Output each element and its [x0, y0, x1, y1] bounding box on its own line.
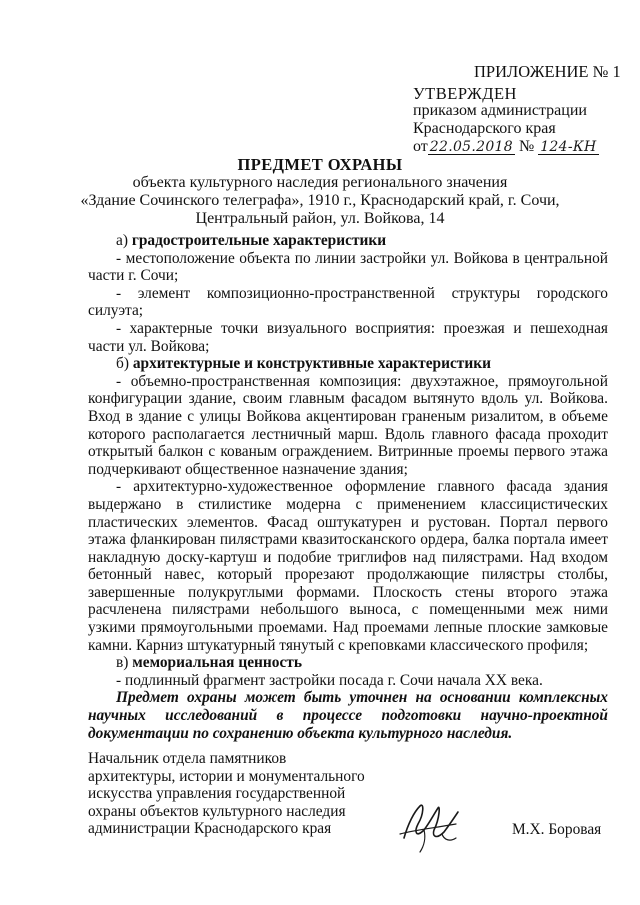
document-title: ПРЕДМЕТ ОХРАНЫ	[237, 155, 403, 174]
section-b-label: б)	[116, 355, 129, 373]
order-line-2: Краснодарского края	[413, 120, 556, 137]
handwritten-signature	[394, 794, 474, 858]
closing-paragraph: Предмет охраны может быть уточнен на основании комплексных научных исследований в процессе подготовки научно-проектной документации по сохранению объекта культурного наследия.	[88, 689, 608, 742]
section-a-item: - элемент композиционно-пространственной структуры городского силуэта;	[88, 284, 608, 320]
position-line: администрации Краснодарского края	[88, 820, 332, 838]
section-b-title: архитектурные и конструктивные характеристики	[132, 355, 491, 373]
position-line: Начальник отдела памятников	[88, 750, 287, 767]
section-c-heading	[88, 654, 608, 672]
section-c-title: мемориальная ценность	[132, 654, 302, 672]
appendix-label: ПРИЛОЖЕНИЕ № 1	[474, 62, 621, 81]
section-a-label: а)	[116, 232, 128, 249]
order-date-number	[413, 138, 599, 156]
title-subline-3: Центральный район, ул. Войкова, 14	[195, 210, 445, 227]
section-a-title: градостроительные характеристики	[131, 232, 387, 249]
section-c-label: в)	[116, 654, 129, 672]
section-a-item: - местоположение объекта по линии застройки ул. Войкова в центральной части г. Сочи;	[88, 249, 608, 285]
title-subline-2: «Здание Сочинского телеграфа», 1910 г., Краснодарский край, г. Сочи,	[80, 192, 560, 209]
order-line-1: приказом администрации	[413, 102, 587, 119]
position-line: искусства управления государственной	[88, 785, 346, 803]
date-prefix: от	[413, 138, 428, 155]
section-a-item: - характерные точки визуального восприятия: проезжая и пешеходная части ул. Войкова;	[88, 319, 608, 355]
section-a-heading	[88, 232, 608, 250]
signatory-position	[88, 750, 365, 838]
document-body	[88, 232, 608, 742]
handwritten-date: 22.05.2018	[429, 139, 513, 155]
handwritten-number: 124-КН	[540, 139, 597, 155]
title-subline-1: объекта культурного наследия регионального значения	[132, 174, 508, 191]
approved-label: УТВЕРЖДЕН	[413, 84, 517, 103]
number-prefix: №	[518, 138, 535, 155]
section-b-item: - архитектурно-художественное оформление главного фасада здания выдержано в стилистике модерна с применением классицистических пластических элементов. Фасад оштукатурен и рустован. Портал первого этажа фланкирован пилястрами квазитосканского ордера, балка портала имеет накладную доску-картуш и подобие триглифов над пилястрами. Над входом бетонный навес, который прорезают продолжающие пилястры столбы, завершенные полукруглыми формами. Плоскость стены второго этажа расчленена пилястрами небольшого выноса, с помещенными меж ними узкими прямоугольными проемами. Над проемами лепные плоские замковые камни. Карниз штукатурный тянутый с креповками классического профиля;	[88, 478, 608, 654]
position-line: охраны объектов культурного наследия	[88, 802, 346, 820]
signatory-name: М.Х. Боровая	[512, 821, 602, 838]
section-b-heading	[88, 355, 608, 373]
section-c-item: - подлинный фрагмент застройки посада г. Сочи начала XX века.	[116, 671, 543, 689]
section-b-item: - объемно-пространственная композиция: двухэтажное, прямоугольной конфигурации здание, своим главным фасадом вытянуто вдоль ул. Войкова. Вход в здание с улицы Войкова акцентирован граненым ризалитом, в объеме которого располагается лестничный марш. Вдоль главного фасада проходит открытый балкон с кованым ограждением. Витринные проемы первого этажа подчеркивают общественное назначение здания;	[88, 372, 608, 478]
position-line: архитектуры, истории и монументального	[88, 767, 365, 785]
